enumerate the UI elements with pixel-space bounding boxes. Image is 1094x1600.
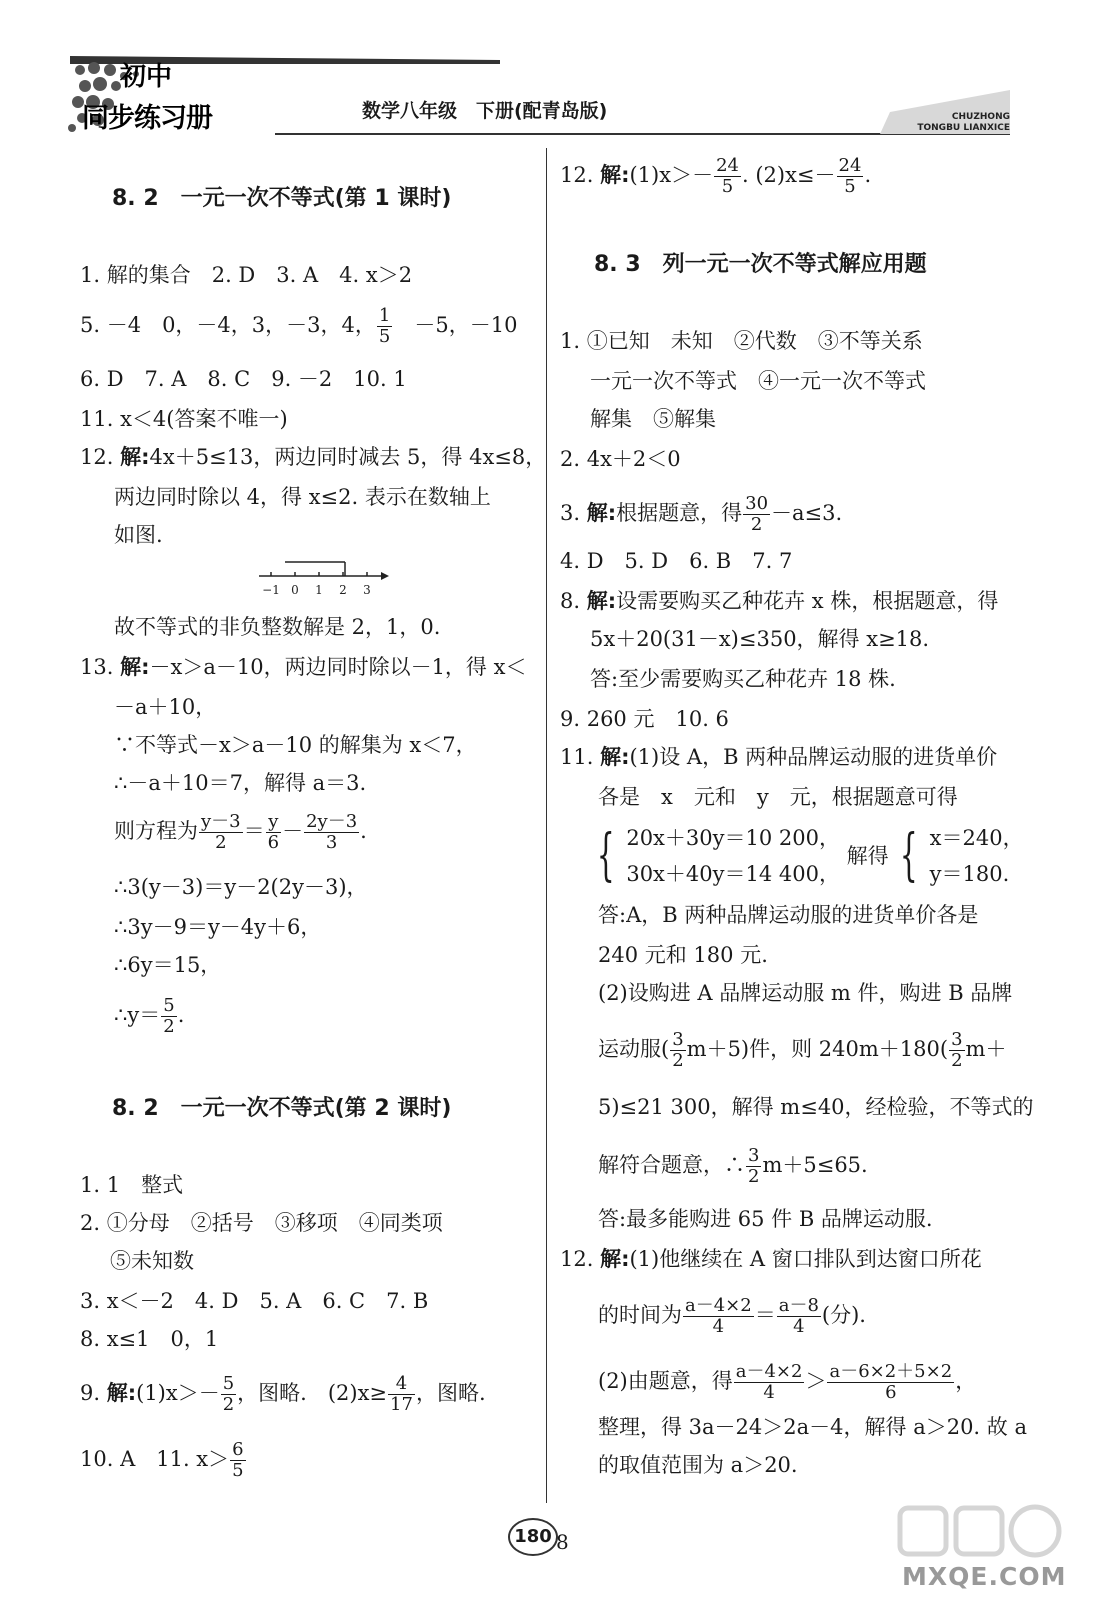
s2-q9-jie: 解: xyxy=(106,1381,137,1405)
answer-line-q5 xyxy=(80,306,517,347)
r-q12b-l3-gt: ＞ xyxy=(805,1369,827,1393)
pinyin-line2: TONGBU LIANXICE xyxy=(917,123,1010,133)
q12-label: 12. xyxy=(80,445,121,469)
q13-l9-post: . xyxy=(177,1003,185,1027)
q13-frac2 xyxy=(266,812,281,853)
s2-answer-q2: 2. ①分母 ②括号 ③移项 ④同类项 xyxy=(80,1211,443,1235)
r-q12b-l2-a: 的时间为 xyxy=(598,1303,682,1327)
q13-line1: －x＞a－10，两边同时除以－1，得 x＜ xyxy=(149,655,527,679)
jiede-label: 解得 xyxy=(846,844,889,868)
r-q3-frac xyxy=(743,494,770,535)
system1 xyxy=(626,820,840,892)
answer-line-q12 xyxy=(80,444,546,470)
r-q12b-line3 xyxy=(598,1362,976,1403)
s2-q9-c: ，图略. xyxy=(415,1381,486,1405)
r-q12b-l2-b: (分). xyxy=(821,1303,866,1327)
s2-answer-q10-11 xyxy=(80,1440,247,1481)
r-q11-l8-frac xyxy=(746,1146,761,1187)
r-answer-q1: 1. ①已知 未知 ②代数 ③不等关系 xyxy=(560,329,923,353)
r-q12b-l3-f1-num: a－4×2 xyxy=(735,1361,803,1382)
s2-q9-f1-num: 5 xyxy=(222,1373,235,1394)
section-title-8-2-lesson1: 8. 2 一元一次不等式(第 1 课时) xyxy=(112,186,452,211)
r-q12b-line5: 的取值范围为 a＞20. xyxy=(598,1453,798,1477)
left-brace-1: { xyxy=(596,823,615,888)
q13-jie: 解: xyxy=(120,655,150,679)
s2-q9-f1-den: 2 xyxy=(222,1394,235,1415)
numberline-tick-label: 2 xyxy=(339,583,347,597)
system1-eq2: 30x＋40y＝14 400， xyxy=(626,862,840,886)
r-q11-l6-num2: 3 xyxy=(951,1029,963,1050)
q13-line6: ∴3(y－3)＝y－2(2y－3)， xyxy=(114,875,368,899)
r-q12-jie: 解: xyxy=(600,163,630,187)
r-q12-a: (1)x＞－ xyxy=(629,163,714,187)
q13-f1-den: 2 xyxy=(215,832,227,853)
r-q12b-l3-a: (2)由题意，得 xyxy=(598,1369,733,1393)
q13-frac3 xyxy=(304,812,359,853)
r-q11-jie: 解: xyxy=(600,745,630,769)
page-number-tail: 8 xyxy=(556,1530,569,1554)
r-q12b-l2-frac2 xyxy=(777,1296,821,1337)
answer-line-q11: 11. x＜4(答案不唯一) xyxy=(80,407,288,431)
s2-q9-f2-num: 4 xyxy=(388,1374,415,1395)
r-q11-l6-b: m＋5)件，则 240m＋180( xyxy=(686,1037,949,1061)
r-q8-jie: 解: xyxy=(586,589,617,613)
watermark-text: MXQE.COM xyxy=(902,1562,1067,1591)
book-subtitle: 数学八年级 下册(配青岛版) xyxy=(362,100,608,122)
section-title-8-3: 8. 3 列一元一次不等式解应用题 xyxy=(594,252,927,277)
r-q3-den: 2 xyxy=(750,514,763,535)
r-q12b-l3-f2-den: 6 xyxy=(885,1382,897,1403)
r-q12b-l2-f2-den: 4 xyxy=(793,1316,805,1337)
answer-line-q1-4: 1. 解的集合 2. D 3. A 4. x＞2 xyxy=(80,263,413,287)
r-q11-line5: (2)设购进 A 品牌运动服 m 件，购进 B 品牌 xyxy=(598,981,1013,1005)
r-q12b-l3-f1-den: 4 xyxy=(763,1382,775,1403)
q13-f2-den: 6 xyxy=(267,832,280,853)
r-q12b-l2-frac1 xyxy=(683,1296,754,1337)
q5-text-post: －5，－10 xyxy=(393,313,518,337)
q12-line3: 如图. xyxy=(114,523,163,547)
r-q11-line4: 240 元和 180 元. xyxy=(598,943,768,967)
number-line-figure xyxy=(255,556,390,600)
r-q12b-line2 xyxy=(598,1296,866,1337)
r-q12-label: 12. xyxy=(560,163,601,187)
r-q12b-l3-b: ， xyxy=(955,1369,977,1393)
system2 xyxy=(930,820,1024,892)
r-q11-line6 xyxy=(598,1030,1006,1071)
system2-eq2: y＝180. xyxy=(929,862,1010,886)
q13-line3: ∵不等式－x＞a－10 的解集为 x＜7， xyxy=(114,733,477,757)
r-q3-jie: 解: xyxy=(586,501,617,525)
r-q12-f2-num: 24 xyxy=(838,155,862,176)
q12-line2: 两边同时除以 4，得 x≤2. 表示在数轴上 xyxy=(114,485,491,509)
r-q12-f1-num: 24 xyxy=(716,155,739,176)
s2-q9-f2-den: 17 xyxy=(390,1394,413,1415)
q13-l9-num: 5 xyxy=(163,995,175,1016)
r-q3-post: －a≤3. xyxy=(771,501,843,525)
r-q12b-l2-eq: ＝ xyxy=(754,1303,776,1327)
r-q11-l6-den2: 2 xyxy=(951,1050,963,1071)
q13-f3-num: 2y－3 xyxy=(306,811,358,832)
r-q11-l6-frac2 xyxy=(949,1030,964,1071)
page-header xyxy=(0,0,1094,150)
r-q12b-l3-f2-num: a－6×2＋5×2 xyxy=(829,1361,953,1382)
r-answer-q11 xyxy=(560,744,997,770)
r-q11-line8 xyxy=(598,1146,868,1187)
q13-line4: ∴－a＋10＝7，解得 a＝3. xyxy=(114,771,367,795)
r-q11-l6-frac1 xyxy=(670,1030,685,1071)
logo-line2: 同步练习册 xyxy=(82,103,212,134)
r-q11-equation-system xyxy=(592,820,1024,892)
r-q8-label: 8. xyxy=(560,589,587,613)
q13-eq: ＝ xyxy=(243,819,265,843)
column-divider xyxy=(546,148,547,1503)
r-q3-num: 30 xyxy=(745,493,769,514)
r-answer-q2: 2. 4x＋2＜0 xyxy=(560,447,681,471)
q5-fraction xyxy=(377,306,392,347)
numberline-tick-label: −1 xyxy=(262,583,280,597)
q13-l9-pre: ∴y＝ xyxy=(114,1003,161,1027)
s2-answer-q3-7: 3. x＜－2 4. D 5. A 6. C 7. B xyxy=(80,1289,429,1313)
r-q12-f2-den: 5 xyxy=(844,176,856,197)
r-q12-c: . xyxy=(864,163,872,187)
r-q12b-label: 12. xyxy=(560,1247,601,1271)
r-answer-q1c: 解集 ⑤解集 xyxy=(590,407,716,431)
r-answer-q12 xyxy=(560,1246,982,1272)
r-q12-frac1 xyxy=(714,156,741,197)
r-q8-line2: 5x＋20(31－x)≤350，解得 x≥18. xyxy=(590,627,930,651)
r-q11-l6-a: 运动服( xyxy=(598,1037,670,1061)
q13-f3-den: 3 xyxy=(325,832,338,853)
r-q11-l8-num: 3 xyxy=(748,1145,760,1166)
r-answer-q8 xyxy=(560,588,998,614)
s2-q11-frac xyxy=(230,1440,245,1481)
q13-f1-num: y－3 xyxy=(201,811,241,832)
r-q11-l6-c: m＋ xyxy=(965,1037,1007,1061)
r-q11-l8-a: 解符合题意，∴ xyxy=(598,1153,745,1177)
q13-l9-den: 2 xyxy=(163,1016,175,1037)
page-number-badge: 180 xyxy=(508,1518,558,1556)
s2-q9-label: 9. xyxy=(80,1381,107,1405)
s2-q9-frac2 xyxy=(388,1374,415,1415)
logo-line1: 初中 xyxy=(120,62,173,92)
r-answer-q12-top xyxy=(560,156,871,197)
q13-minus: － xyxy=(282,819,304,843)
r-q11-label: 11. xyxy=(560,745,601,769)
q13-l5-pre: 则方程为 xyxy=(114,819,198,843)
numberline-tick-label: 0 xyxy=(291,583,299,597)
r-q12b-l3-frac2 xyxy=(827,1362,954,1403)
q13-f2-num: y xyxy=(266,812,281,833)
q12-jie: 解: xyxy=(120,445,150,469)
r-q12-f1-den: 5 xyxy=(721,176,734,197)
r-q12-b: . (2)x≤－ xyxy=(741,163,836,187)
s2-answer-q8: 8. x≤1 0，1 xyxy=(80,1327,219,1351)
pinyin-line1: CHUZHONG xyxy=(951,112,1010,122)
q5-text: 5. －4 0，－4，3，－3，4， xyxy=(80,313,376,337)
q13-line8: ∴6y＝15， xyxy=(114,953,222,977)
q13-l9-frac xyxy=(161,996,176,1037)
pinyin-label xyxy=(917,112,1010,134)
q13-line9 xyxy=(114,996,184,1037)
q13-line5 xyxy=(114,812,367,853)
s2-q11-num: 6 xyxy=(232,1439,244,1460)
r-q11-l8-b: m＋5≤65. xyxy=(762,1153,868,1177)
r-q12-frac2 xyxy=(837,156,864,197)
s2-answer-q9 xyxy=(80,1374,486,1415)
r-answer-q4-7: 4. D 5. D 6. B 7. 7 xyxy=(560,549,793,573)
r-q11-l6-den1: 2 xyxy=(672,1050,684,1071)
system1-eq1: 20x＋30y＝10 200， xyxy=(626,826,840,850)
numberline-tick-label: 1 xyxy=(315,583,323,597)
answer-line-q13 xyxy=(80,654,526,680)
r-answer-q1b: 一元一次不等式 ④一元一次不等式 xyxy=(590,369,926,393)
s2-q11-den: 5 xyxy=(232,1460,244,1481)
r-q12b-l2-f2-num: a－8 xyxy=(778,1295,819,1316)
s2-answer-q2b: ⑤未知数 xyxy=(110,1249,194,1273)
left-brace-2: { xyxy=(900,823,919,888)
s2-answer-q1: 1. 1 整式 xyxy=(80,1173,184,1197)
r-q12b-l2-f1-num: a－4×2 xyxy=(685,1295,752,1316)
q12-line1: 4x＋5≤13，两边同时减去 5，得 4x≤8， xyxy=(149,445,547,469)
r-q11-l6-num1: 3 xyxy=(672,1029,684,1050)
answer-line-q6-10: 6. D 7. A 8. C 9. －2 10. 1 xyxy=(80,367,407,391)
r-q8-line1: 设需要购买乙种花卉 x 株，根据题意，得 xyxy=(616,589,999,613)
r-q11-line1: (1)设 A，B 两种品牌运动服的进货单价 xyxy=(629,745,998,769)
s2-q10-text: 10. A 11. x＞ xyxy=(80,1447,230,1471)
system2-eq1: x＝240， xyxy=(929,826,1024,850)
s2-q9-frac1 xyxy=(221,1374,236,1415)
s2-q9-b: ，图略. (2)x≥ xyxy=(237,1381,388,1405)
r-q12b-line1: (1)他继续在 A 窗口排队到达窗口所花 xyxy=(629,1247,982,1271)
section-title-8-2-lesson2: 8. 2 一元一次不等式(第 2 课时) xyxy=(112,1096,452,1121)
q13-frac1 xyxy=(199,812,243,853)
r-q12b-l3-frac1 xyxy=(734,1362,805,1403)
r-q12b-jie: 解: xyxy=(600,1247,630,1271)
q5-frac-den: 5 xyxy=(378,326,391,347)
r-q12b-line4: 整理，得 3a－24＞2a－4，解得 a＞20. 故 a xyxy=(598,1415,1027,1439)
r-q11-line9: 答:最多能购进 65 件 B 品牌运动服. xyxy=(598,1207,933,1231)
q5-frac-num: 1 xyxy=(378,305,391,326)
r-q12b-l2-f1-den: 4 xyxy=(712,1316,725,1337)
r-answer-q9-10: 9. 260 元 10. 6 xyxy=(560,707,729,731)
s2-q9-a: (1)x＞－ xyxy=(136,1381,220,1405)
q13-line7: ∴3y－9＝y－4y＋6， xyxy=(114,915,322,939)
r-q11-line2: 各是 x 元和 y 元，根据题意可得 xyxy=(598,785,958,809)
q13-label: 13. xyxy=(80,655,121,679)
r-q3-label: 3. xyxy=(560,501,587,525)
r-q3-pre: 根据题意，得 xyxy=(616,501,743,525)
r-answer-q3 xyxy=(560,494,842,535)
r-q11-line3: 答:A，B 两种品牌运动服的进货单价各是 xyxy=(598,903,979,927)
r-q8-line3: 答:至少需要购买乙种花卉 18 株. xyxy=(590,667,896,691)
r-q11-l8-den: 2 xyxy=(748,1166,760,1187)
numberline-tick-label: 3 xyxy=(363,583,371,597)
r-q11-line7: 5)≤21 300，解得 m≤40，经检验，不等式的 xyxy=(598,1095,1034,1119)
q13-dot: . xyxy=(360,819,367,843)
q12-line4: 故不等式的非负整数解是 2，1，0. xyxy=(114,615,441,639)
q13-line2: －a＋10， xyxy=(114,695,217,719)
